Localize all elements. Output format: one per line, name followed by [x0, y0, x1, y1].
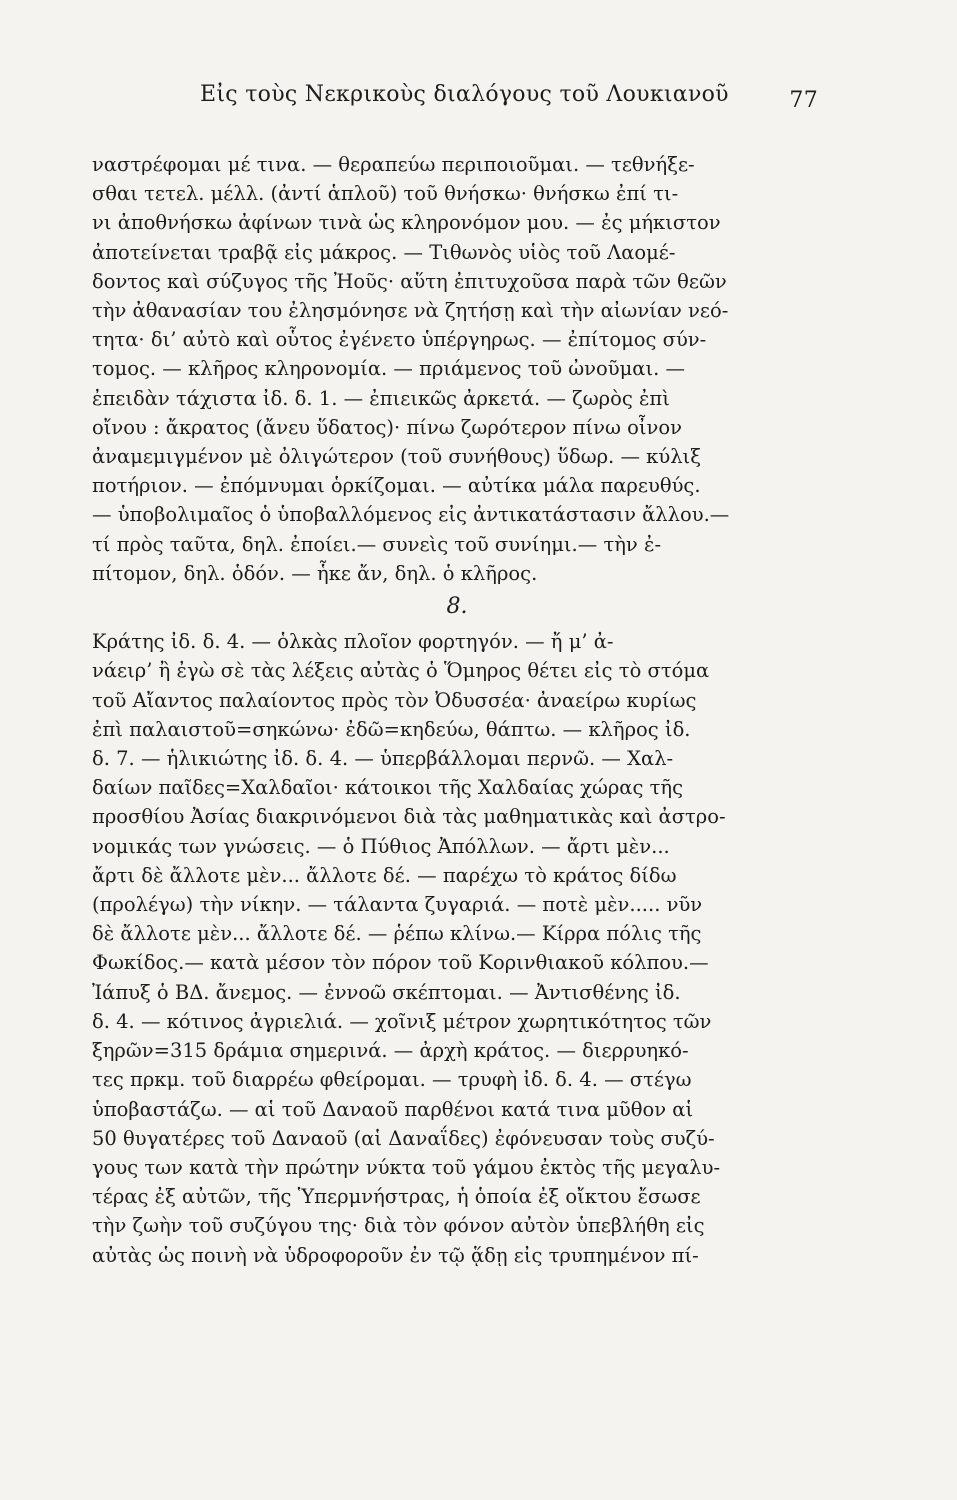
text-line: ποτήριον. — ἐπόμνυμαι ὁρκίζομαι. — αὐτίκα μάλα παρευθύς.: [92, 474, 701, 498]
text-line: ξηρῶν=315 δράμια σημερινά. — ἀρχὴ κράτος. — διερρυηκό-: [92, 1039, 689, 1063]
page-number: 77: [789, 88, 818, 113]
text-line: ἀναμεμιγμένον μὲ ὀλιγώτερον (τοῦ συνήθους) ὕδωρ. — κύλιξ: [92, 445, 701, 469]
text-line: ὑποβαστάζω. — αἱ τοῦ Δαναοῦ παρθένοι κατά τινα μῦθον αἱ: [92, 1097, 694, 1121]
text-line: ἐπειδὰν τάχιστα ἰδ. δ. 1. — ἐπιεικῶς ἀρκετά. — ζωρὸς ἐπὶ: [92, 386, 670, 410]
text-line: τοῦ Αἴαντος παλαίοντος πρὸς τὸν Ὀδυσσέα· ἀναείρω κυρίως: [92, 688, 697, 712]
text-line: προσθίου Ἀσίας διακρινόμενοι διὰ τὰς μαθηματικὰς καὶ ἀστρο-: [92, 805, 726, 829]
text-line: Κράτης ἰδ. δ. 4. — ὁλκὰς πλοῖον φορτηγόν. — ἤ μ’ ἀ-: [92, 630, 614, 654]
text-line: τέρας ἐξ αὐτῶν, τῆς Ὑπερμνήστρας, ἡ ὁποία ἐξ οἴκτου ἔσωσε: [92, 1185, 701, 1209]
text-line: — ὑποβολιμαῖος ὁ ὑποβαλλόμενος εἰς ἀντικατάστασιν ἄλλου.—: [92, 503, 730, 527]
text-line: δὲ ἄλλοτε μὲν... ἄλλοτε δέ. — ῥέπω κλίνω.— Κίρρα πόλις τῆς: [92, 922, 702, 946]
text-line: ἐπὶ παλαιστοῦ=σηκώνω· ἐδῶ=κηδεύω, θάπτω. — κλῆρος ἰδ.: [92, 717, 691, 741]
text-line: τες πρκμ. τοῦ διαρρέω φθείρομαι. — τρυφὴ ἰδ. δ. 4. — στέγω: [92, 1068, 692, 1092]
header-title: Εἰς τοὺς Νεκρικοὺς διαλόγους τοῦ Λουκιανοῦ: [200, 82, 729, 107]
text-line: δ. 4. — κότινος ἀγριελιά. — χοῖνιξ μέτρον χωρητικότητος τῶν: [92, 1009, 712, 1033]
text-line: δ. 7. — ἡλικιώτης ἰδ. δ. 4. — ὑπερβάλλομαι περνῶ. — Χαλ-: [92, 747, 674, 771]
text-line: τί πρὸς ταῦτα, δηλ. ἐποίει.— συνεὶς τοῦ συνίημι.— τὴν ἐ-: [92, 532, 662, 556]
text-line: Ἰάπυξ ὁ ΒΔ. ἄνεμος. — ἐννοῶ σκέπτομαι. — Ἀντισθένης ἰδ.: [92, 980, 681, 1004]
text-line: τητα· δι’ αὐτὸ καὶ οὗτος ἐγένετο ὑπέργηρως. — ἐπίτομος σύν-: [92, 328, 707, 352]
text-line: (προλέγω) τὴν νίκην. — τάλαντα ζυγαριά. — ποτὲ μὲν..... νῦν: [92, 893, 703, 917]
text-line: γους των κατὰ τὴν πρώτην νύκτα τοῦ γάμου ἐκτὸς τῆς μεγαλυ-: [92, 1155, 721, 1179]
text-line: Φωκίδος.— κατὰ μέσον τὸν πόρον τοῦ Κορινθιακοῦ κόλπου.—: [92, 951, 709, 975]
glossary-text: [92, 150, 822, 1270]
text-line: ἀποτείνεται τραβᾷ εἰς μάκρος. — Τιθωνὸς υἱὸς τοῦ Λαομέ-: [92, 240, 676, 264]
text-line: ναστρέφομαι μέ τινα. — θεραπεύω περιποιοῦμαι. — τεθνήξε-: [92, 153, 695, 176]
text-line: 50 θυγατέρες τοῦ Δαναοῦ (αἱ Δαναΐδες) ἐφόνευσαν τοὺς συζύ-: [92, 1126, 715, 1150]
text-line: τὴν ἀθανασίαν του ἐλησμόνησε νὰ ζητήσῃ καὶ τὴν αἰωνίαν νεό-: [92, 299, 729, 323]
text-line: τὴν ζωὴν τοῦ συζύγου της· διὰ τὸν φόνον αὐτὸν ὑπεβλήθη εἰς: [92, 1214, 705, 1238]
text-line: αὐτὰς ὡς ποινὴ νὰ ὑδροφοροῦν ἐν τῷ ᾅδῃ εἰς τρυπημένον πί-: [92, 1243, 699, 1267]
text-line: νι ἀποθνήσκω ἀφίνων τινὰ ὡς κληρονόμον μου. — ἐς μήκιστον: [92, 211, 721, 235]
text-line: τομος. — κλῆρος κληρονομία. — πριάμενος τοῦ ὠνοῦμαι. —: [92, 357, 686, 381]
text-line: δοντος καὶ σύζυγος τῆς Ἠοῦς· αὕτη ἐπιτυχοῦσα παρὰ τῶν θεῶν: [92, 269, 727, 293]
text-line: νομικάς των γνώσεις. — ὁ Πύθιος Ἀπόλλων. — ἄρτι μὲν...: [92, 834, 670, 858]
text-line: οἴνου : ἄκρατος (ἄνευ ὕδατος)· πίνω ζωρότερον πίνω οἶνον: [92, 415, 682, 439]
text-line: σθαι τετελ. μέλλ. (ἀντί ἁπλοῦ) τοῦ θνήσκω· θνήσκω ἐπί τι-: [92, 182, 679, 206]
text-line: νάειρ’ ἢ ἐγὼ σὲ τὰς λέξεις αὐτὰς ὁ Ὅμηρος θέτει εἰς τὸ στόμα: [92, 659, 710, 683]
text-line: ἄρτι δὲ ἄλλοτε μὲν... ἄλλοτε δέ. — παρέχω τὸ κράτος δίδω: [92, 863, 677, 887]
text-line: πίτομον, δηλ. ὁδόν. — ἧκε ἄν, δηλ. ὁ κλῆρος.: [92, 561, 538, 585]
section-number: 8.: [446, 594, 468, 620]
text-line: δαίων παῖδες=Χαλδαῖοι· κάτοικοι τῆς Χαλδαίας χώρας τῆς: [92, 776, 683, 800]
